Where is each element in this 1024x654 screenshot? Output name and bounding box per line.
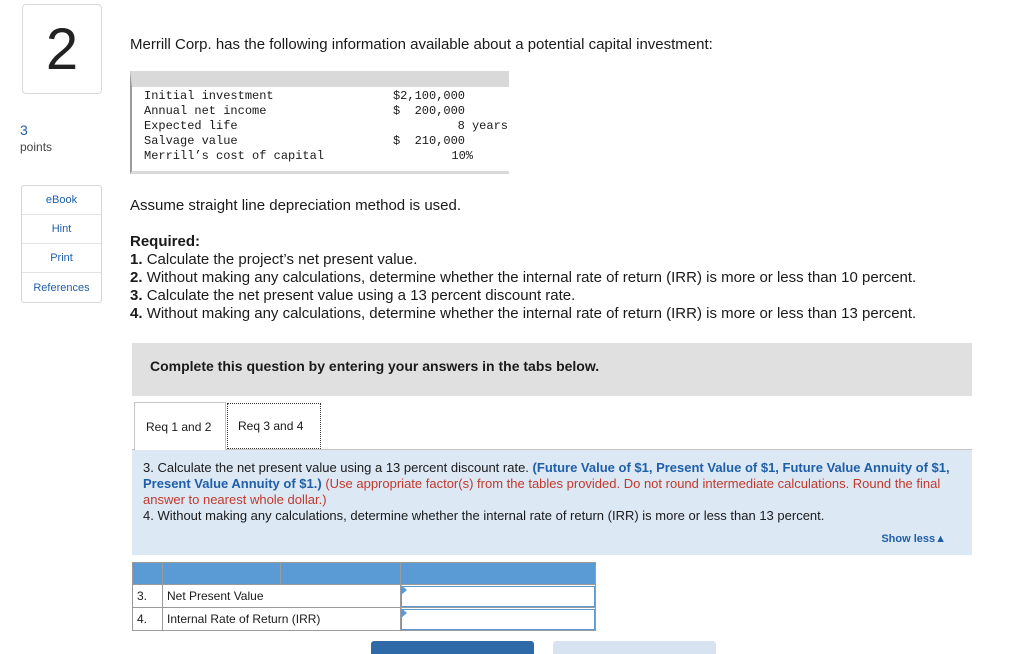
info-label: Initial investment [144,89,274,103]
required-list [130,233,916,323]
references-link[interactable]: References [33,281,90,294]
row-label: Internal Rate of Return (IRR) [163,608,401,631]
required-item-text: Calculate the project’s net present value. [146,251,418,268]
info-label: Expected life [144,119,238,133]
info-value: $ 210,000 [392,134,465,148]
side-nav [21,185,102,303]
points-label: points [20,140,53,154]
info-row [132,134,509,149]
input-flag-icon [401,608,407,618]
hint-link[interactable]: Hint [22,215,101,244]
required-item-num: 2. [130,269,143,286]
required-item-num: 4. [130,305,143,322]
info-value: $2,100,000 [392,89,465,103]
ebook-link[interactable]: eBook [22,186,101,215]
rounding-note: (Use appropriate factor(s) from the tables provided. Do not round intermediate calculations. Round the final answer to nearest whole dollar.) [143,476,941,507]
required-title: Required: [130,233,201,250]
info-row [132,149,509,164]
info-row [132,119,509,134]
required-item [130,269,916,287]
info-value: $ 200,000 [392,104,465,118]
prev-button[interactable] [371,641,534,654]
tab-req-3-and-4[interactable]: Req 3 and 4 [227,403,321,449]
info-row [132,104,509,119]
required-item-text: Calculate the net present value using a 13 percent discount rate. [146,287,576,304]
instruction-q4: 4. Without making any calculations, determine whether the internal rate of return (IRR) is more or less than 13 percent. [143,508,825,523]
instructions-panel [132,450,972,555]
required-item-num: 1. [130,251,143,268]
required-item [130,287,916,305]
table-row [133,608,596,631]
row-label: Net Present Value [163,585,401,608]
info-label: Annual net income [144,104,267,118]
npv-cell [401,585,596,608]
required-item [130,305,916,323]
required-item-text: Without making any calculations, determine whether the internal rate of return (IRR) is more or less than 10 percent. [146,269,917,286]
instruction-q3-text: 3. Calculate the net present value using a 13 percent discount rate. [143,460,529,475]
factor-table-links[interactable]: (Future Value of $1, Present Value of $1, Future Value Annuity of $1, Present Value Annuity of $1.) [143,460,950,491]
required-item-num: 3. [130,287,143,304]
info-label: Merrill’s cost of capital [144,149,325,163]
question-intro: Merrill Corp. has the following information available about a potential capital investment: [130,36,713,53]
info-value: 10% [451,149,473,163]
info-label: Salvage value [144,134,238,148]
tab-bar [132,402,972,450]
show-less-toggle[interactable]: Show less▲ [881,533,946,545]
irr-cell [401,608,596,631]
required-item [130,251,916,269]
print-link[interactable]: Print [22,244,101,273]
info-value: 8 years [457,119,508,133]
question-number: 2 [22,4,102,94]
next-button[interactable] [553,641,716,654]
answer-table [132,562,596,631]
complete-banner: Complete this question by entering your answers in the tabs below. [132,343,972,396]
row-number: 4. [133,608,163,631]
tab-req-1-and-2[interactable]: Req 1 and 2 [134,402,226,450]
info-row [132,89,509,104]
row-number: 3. [133,585,163,608]
required-item-text: Without making any calculations, determine whether the internal rate of return (IRR) is more or less than 13 percent. [146,305,917,322]
assumption-text: Assume straight line depreciation method is used. [130,197,462,214]
input-flag-icon [401,585,407,595]
answer-table-header [133,563,596,585]
irr-select[interactable] [401,609,595,630]
instruction-q3 [143,460,962,508]
table-row [133,585,596,608]
npv-input[interactable] [401,586,595,607]
investment-info-table [130,71,509,174]
points-value: 3 [20,122,28,138]
